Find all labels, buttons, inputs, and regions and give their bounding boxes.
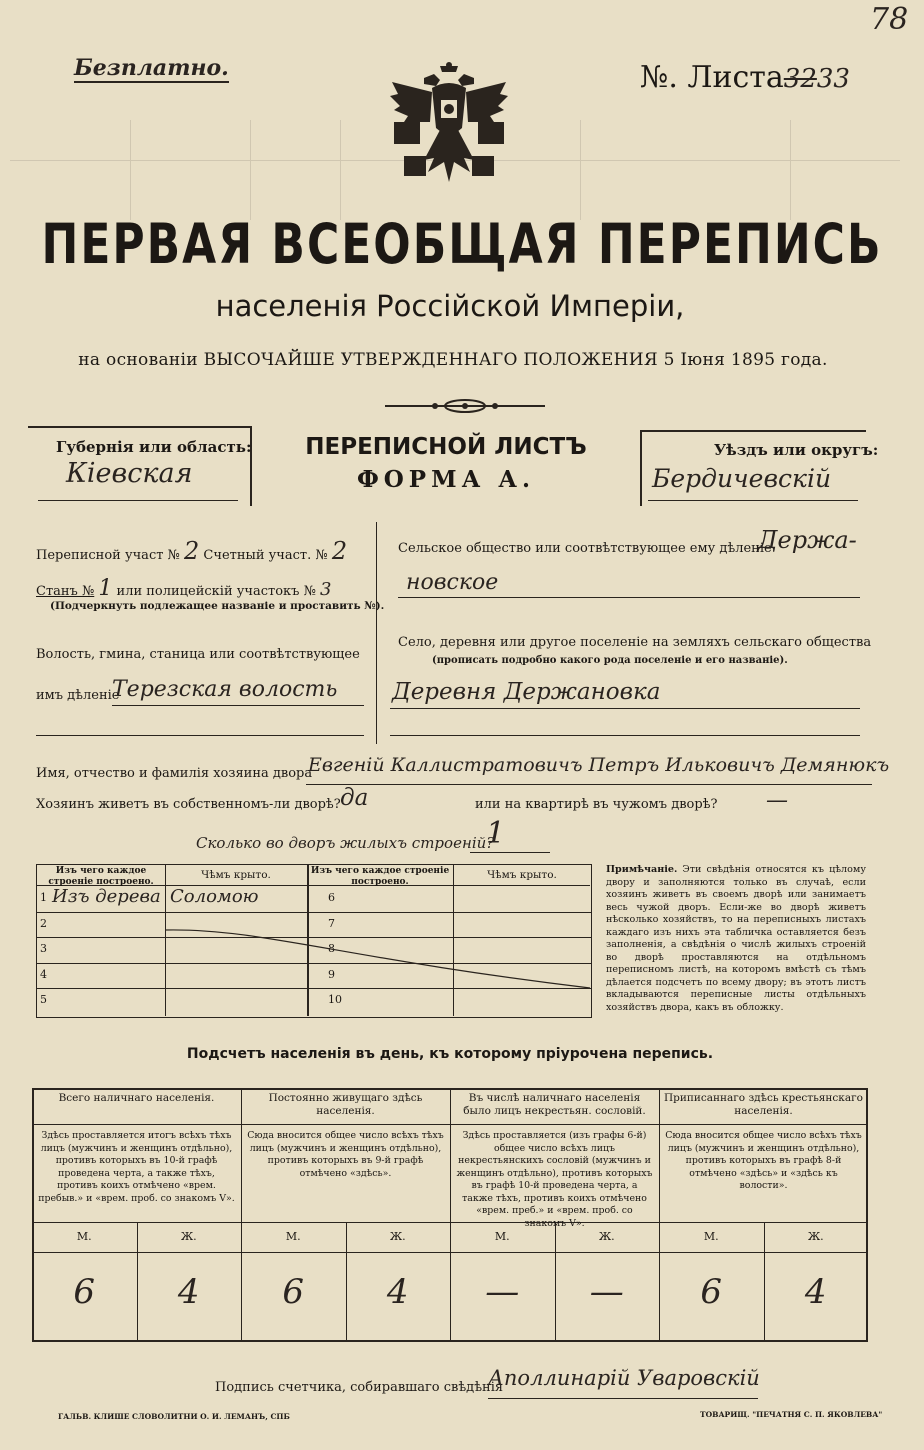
pop-col-desc: Здѣсь проставляется (изъ графы 6-й) общее число всѣхъ лицъ некрестьянскихъ сословій (мужчинъ и женщинъ отдѣльно), противъ которыхъ въ графѣ 10-й проведена черта, а также тѣхъ, противъ коихъ отмѣчено «врем. преб.» и «врем. проб. со знакомъ V».	[456, 1130, 653, 1229]
buildings-value: 1	[486, 816, 506, 851]
society-value-2: новское	[406, 570, 499, 595]
table-row-number: 3	[40, 942, 47, 955]
free-label: Безплатно.	[74, 55, 229, 81]
table-row-number: 10	[328, 993, 342, 1006]
rent-value: —	[766, 788, 788, 813]
stan-value: 1	[98, 576, 113, 601]
sheet-number-value: 33	[816, 64, 850, 94]
owner-label: Имя, отчество и фамилія хозяина двора	[36, 766, 313, 781]
province-underline	[38, 500, 238, 501]
coat-of-arms-icon	[384, 60, 514, 195]
signature-underline	[488, 1398, 758, 1399]
buildings-col-roof-2: Чѣмъ крыто.	[487, 869, 557, 881]
village-note: (прописать подробно какого рода поселеніе и его названіе).	[432, 655, 788, 666]
pop-f-label: Ж.	[598, 1230, 615, 1243]
counting-district-value: 2	[331, 537, 348, 565]
printer-right: ТОВАРИЩ. "ПЕЧАТНЯ С. П. ЯКОВЛЕВА"	[700, 1410, 883, 1419]
pop-f-value: 4	[804, 1272, 827, 1312]
pop-col-header: Всего наличнаго населенія.	[58, 1092, 215, 1104]
buildings-underline	[470, 852, 550, 853]
society-value-1: Держа-	[758, 526, 857, 554]
pop-m-label: М.	[703, 1230, 719, 1243]
printer-left: ГАЛЬВ. КЛИШЕ СЛОВОЛИТНИ О. И. ЛЕМАНЪ, СПБ	[58, 1412, 290, 1421]
counting-district-label: Счетный участ. №	[203, 548, 328, 563]
police-label: или полицейскій участокъ №	[116, 584, 316, 599]
village-value: Деревня Держановка	[392, 679, 661, 705]
stan-label: Станъ №	[36, 584, 95, 599]
uezd-value: Бердичевскій	[652, 464, 832, 493]
pop-col-header: Въ числѣ наличнаго населенія было лицъ некрестьян. сословій.	[463, 1092, 646, 1117]
police-value: 3	[320, 579, 332, 600]
province-top-line	[28, 426, 252, 428]
note-text: Эти свѣдѣнія относятся къ цѣлому двору и заполняются только въ случаѣ, если хозяинъ живетъ въ своемъ дворѣ или занимаетъ весь чужой дворъ. Если-же во дворѣ живетъ нѣсколько хозяйствъ, то на переписныхъ листахъ каждаго изъ нихъ эта табличка оставляется безъ заполненія, а свѣдѣнія о числѣ жилыхъ строеній во дворѣ проставляются на отдѣльномъ переписномъ листѣ, на которомъ вмѣстѣ съ тѣмъ дѣлается подсчетъ по всему двору; въ этотъ листъ вкладываются переписные листы отдѣльныхъ хозяйствъ двора, какъ въ обложку.	[606, 864, 866, 1013]
pop-m-value: 6	[700, 1272, 723, 1312]
table-row-number: 7	[328, 916, 335, 930]
note-block	[606, 864, 866, 1014]
ornament-divider	[380, 396, 550, 416]
volost-underline	[112, 705, 364, 706]
uezd-top-line	[640, 430, 866, 432]
village-label: Село, деревня или другое поселеніе на земляхъ сельскаго общества	[398, 635, 872, 650]
village-extra-line	[390, 735, 860, 736]
table-row-number: 1	[40, 891, 47, 904]
pop-f-label: Ж.	[389, 1230, 406, 1243]
fields-divider	[376, 522, 377, 744]
village-underline	[390, 708, 860, 709]
province-label: Губернія или область:	[56, 438, 252, 456]
pop-f-label: Ж.	[180, 1230, 197, 1243]
table-row-roof: Соломою	[170, 886, 259, 907]
table-row-number: 6	[328, 891, 335, 904]
table-row-number: 2	[40, 916, 47, 930]
pop-m-value: 6	[282, 1272, 305, 1312]
table-row-number: 9	[328, 967, 335, 981]
pop-col-desc: Сюда вносится общее число всѣхъ тѣхъ лицъ (мужчинъ и женщинъ отдѣльно), противъ которыхъ въ 9-й графѣ отмѣчено «здѣсь».	[247, 1130, 444, 1179]
table-row-number: 4	[40, 967, 47, 981]
pop-col-header: Приписаннаго здѣсь крестьянскаго населенія.	[664, 1092, 863, 1117]
table-row-material: Изъ дерева	[52, 886, 161, 907]
basis-line: на основаніи ВЫСОЧАЙШЕ УТВЕРЖДЕННАГО ПОЛОЖЕНИЯ 5 Іюня 1895 года.	[78, 350, 828, 370]
pop-f-label: Ж.	[807, 1230, 824, 1243]
stan-field	[36, 576, 331, 601]
sheet-number-label: №. Листа	[640, 60, 784, 95]
population-title: Подсчетъ населенія въ день, къ которому пріурочена перепись.	[186, 1046, 714, 1062]
buildings-col-roof: Чѣмъ крыто.	[201, 869, 271, 881]
sheet-number	[640, 60, 850, 95]
pop-col-header: Постоянно живущаго здѣсь населенія.	[268, 1092, 423, 1117]
owner-underline	[306, 784, 872, 785]
sheet-number-crossed: 32	[783, 64, 817, 94]
census-district-field	[36, 537, 347, 565]
buildings-col-material-2: Изъ чего каждое строеніе построено.	[310, 866, 450, 887]
pop-m-label: М.	[76, 1230, 92, 1243]
underline-note: (Подчеркнуть подлежащее названіе и проставить №).	[50, 600, 385, 612]
buildings-col-material: Изъ чего каждое строеніе построено.	[48, 866, 154, 887]
society-underline	[398, 597, 860, 598]
volost-label-1: Волость, гмина, станица или соотвѣтствующее	[36, 647, 360, 662]
volost-extra-line	[36, 735, 364, 736]
table-row-number: 8	[328, 942, 335, 955]
corner-number: 78	[870, 2, 909, 37]
volost-value: Терезская волость	[112, 677, 338, 702]
list-title: ПЕРЕПИСНОЙ ЛИСТЪ	[305, 434, 587, 460]
pop-f-value: —	[589, 1272, 624, 1312]
signature-label: Подпись счетчика, собиравшаго свѣдѣнія	[215, 1380, 504, 1395]
uezd-label: Уѣздъ или округъ:	[714, 441, 879, 459]
province-value: Кіевская	[66, 458, 193, 489]
pop-col-desc: Здѣсь проставляется итогъ всѣхъ тѣхъ лицъ (мужчинъ и женщинъ отдѣльно), противъ которыхъ въ 10-й графѣ проведена черта, а также тѣхъ, противъ коихъ отмѣчено «врем. пребыв.» и «врем. проб. со знакомъ V».	[38, 1130, 235, 1204]
own-yard-label: Хозяинъ живетъ въ собственномъ-ли дворѣ?	[36, 797, 341, 812]
own-yard-value: да	[340, 785, 369, 811]
table-row-number: 5	[40, 993, 47, 1006]
owner-value: Евгеній Каллистратовичъ Петръ Ильковичъ Демянюкъ	[308, 754, 890, 776]
note-title: Примѣчаніе.	[606, 864, 678, 875]
main-title: ПЕРВАЯ ВСЕОБЩАЯ ПЕРЕПИСЬ	[41, 213, 883, 277]
census-district-value: 2	[184, 537, 200, 565]
sub-title: населенія Россійской Имперіи,	[215, 289, 685, 323]
pop-m-label: М.	[285, 1230, 301, 1243]
pop-col-desc: Сюда вносится общее число всѣхъ тѣхъ лицъ (мужчинъ и женщинъ отдѣльно), противъ которыхъ въ графѣ 8-й отмѣчено «здѣсь» и «здѣсь къ волости».	[665, 1130, 862, 1191]
society-label: Сельское общество или соотвѣтствующее ему дѣленіе	[398, 541, 772, 556]
pop-m-value: 6	[73, 1272, 96, 1312]
form-title: ФОРМА А.	[356, 466, 536, 493]
volost-label-2: имъ дѣленіе	[36, 688, 120, 703]
census-district-label: Переписной участ №	[36, 548, 180, 563]
signature-value: Аполлинарій Уваровскій	[488, 1366, 760, 1390]
pop-f-value: 4	[177, 1272, 200, 1312]
pop-f-value: 4	[386, 1272, 409, 1312]
pop-m-label: М.	[494, 1230, 510, 1243]
pop-m-value: —	[485, 1272, 520, 1312]
uezd-left-line	[640, 430, 642, 506]
buildings-label: Сколько во дворъ жилыхъ строеній?	[196, 834, 495, 852]
crossout-line	[160, 908, 600, 998]
rent-label: или на квартирѣ въ чужомъ дворѣ?	[475, 797, 718, 812]
uezd-underline	[648, 500, 858, 501]
